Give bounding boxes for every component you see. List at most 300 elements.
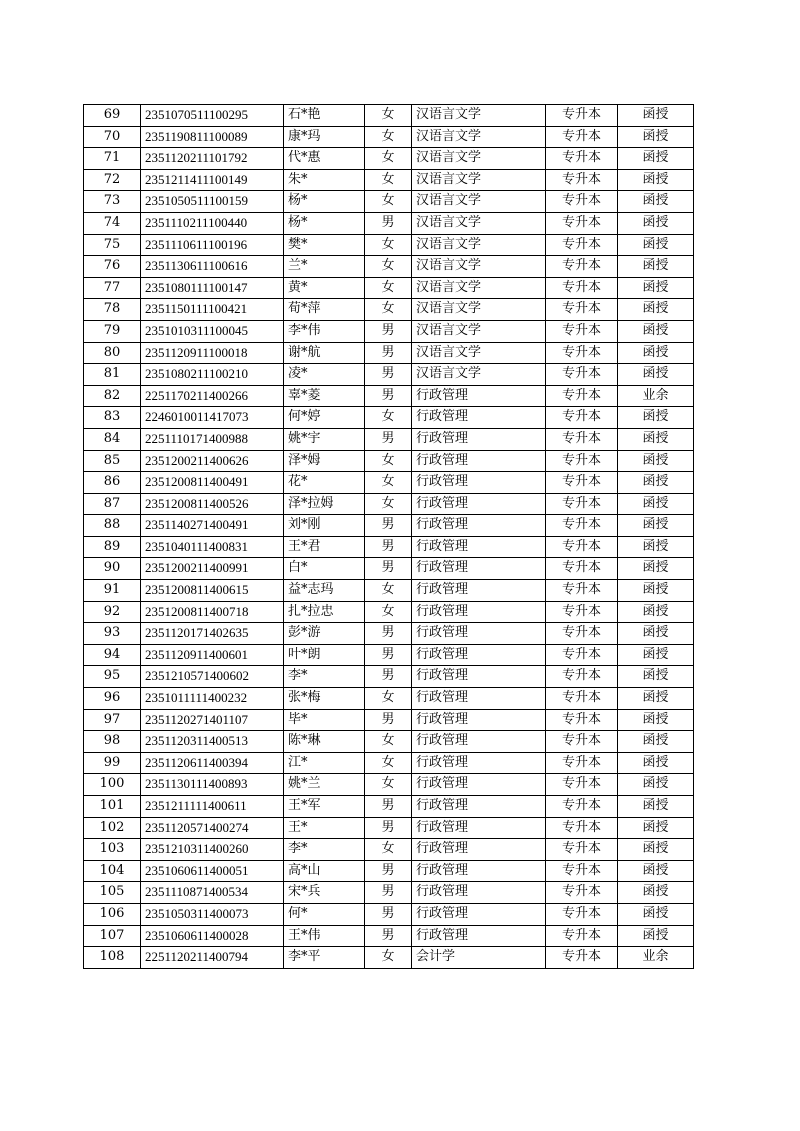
student-id-cell: 2351080211100210 [141, 364, 284, 386]
student-gender-cell: 女 [365, 472, 412, 494]
row-number-cell: 70 [84, 126, 141, 148]
student-major-cell: 汉语言文学 [412, 342, 546, 364]
study-level-cell: 专升本 [546, 515, 618, 537]
student-roster-table [83, 104, 694, 969]
student-id-cell: 2351120171402635 [141, 623, 284, 645]
row-number-cell: 75 [84, 234, 141, 256]
study-mode-cell: 函授 [618, 860, 694, 882]
table-row [84, 191, 694, 213]
student-major-cell: 行政管理 [412, 903, 546, 925]
student-major-cell: 汉语言文学 [412, 126, 546, 148]
student-id-cell: 2351130611100616 [141, 256, 284, 278]
table-row [84, 644, 694, 666]
row-number-cell: 81 [84, 364, 141, 386]
table-row [84, 536, 694, 558]
table-row [84, 169, 694, 191]
student-id-cell: 2251110171400988 [141, 428, 284, 450]
study-mode-cell: 函授 [618, 688, 694, 710]
student-major-cell: 行政管理 [412, 472, 546, 494]
table-row [84, 774, 694, 796]
row-number-cell: 74 [84, 212, 141, 234]
student-major-cell: 汉语言文学 [412, 191, 546, 213]
study-level-cell: 专升本 [546, 407, 618, 429]
student-name-cell: 石*艳 [284, 105, 365, 127]
row-number-cell: 92 [84, 601, 141, 623]
student-id-cell: 2351110211100440 [141, 212, 284, 234]
student-id-cell: 2351080111100147 [141, 277, 284, 299]
study-mode-cell: 函授 [618, 644, 694, 666]
student-major-cell: 行政管理 [412, 774, 546, 796]
row-number-cell: 80 [84, 342, 141, 364]
student-major-cell: 行政管理 [412, 580, 546, 602]
study-level-cell: 专升本 [546, 731, 618, 753]
student-gender-cell: 男 [365, 925, 412, 947]
student-name-cell: 杨* [284, 212, 365, 234]
study-mode-cell: 函授 [618, 536, 694, 558]
table-row [84, 558, 694, 580]
study-level-cell: 专升本 [546, 774, 618, 796]
table-row [84, 925, 694, 947]
row-number-cell: 76 [84, 256, 141, 278]
row-number-cell: 89 [84, 536, 141, 558]
table-row [84, 320, 694, 342]
student-id-cell: 2351200811400526 [141, 493, 284, 515]
student-major-cell: 会计学 [412, 947, 546, 969]
row-number-cell: 106 [84, 903, 141, 925]
row-number-cell: 95 [84, 666, 141, 688]
study-mode-cell: 函授 [618, 709, 694, 731]
student-id-cell: 2251120211400794 [141, 947, 284, 969]
study-level-cell: 专升本 [546, 796, 618, 818]
table-row [84, 277, 694, 299]
student-id-cell: 2351050311400073 [141, 903, 284, 925]
study-mode-cell: 函授 [618, 493, 694, 515]
student-major-cell: 行政管理 [412, 601, 546, 623]
student-major-cell: 行政管理 [412, 644, 546, 666]
study-mode-cell: 函授 [618, 666, 694, 688]
row-number-cell: 102 [84, 817, 141, 839]
student-id-cell: 2351190811100089 [141, 126, 284, 148]
roster-body [84, 105, 694, 969]
study-level-cell: 专升本 [546, 623, 618, 645]
table-row [84, 493, 694, 515]
study-mode-cell: 函授 [618, 277, 694, 299]
student-name-cell: 白* [284, 558, 365, 580]
student-major-cell: 行政管理 [412, 493, 546, 515]
row-number-cell: 93 [84, 623, 141, 645]
table-row [84, 299, 694, 321]
student-major-cell: 行政管理 [412, 860, 546, 882]
row-number-cell: 78 [84, 299, 141, 321]
student-major-cell: 行政管理 [412, 752, 546, 774]
student-name-cell: 黄* [284, 277, 365, 299]
row-number-cell: 85 [84, 450, 141, 472]
table-row [84, 105, 694, 127]
student-gender-cell: 女 [365, 947, 412, 969]
row-number-cell: 86 [84, 472, 141, 494]
student-gender-cell: 男 [365, 212, 412, 234]
row-number-cell: 100 [84, 774, 141, 796]
row-number-cell: 69 [84, 105, 141, 127]
study-level-cell: 专升本 [546, 493, 618, 515]
student-name-cell: 辜*菱 [284, 385, 365, 407]
student-id-cell: 2251170211400266 [141, 385, 284, 407]
student-name-cell: 王* [284, 817, 365, 839]
table-row [84, 860, 694, 882]
table-row [84, 688, 694, 710]
row-number-cell: 77 [84, 277, 141, 299]
student-gender-cell: 男 [365, 860, 412, 882]
student-gender-cell: 女 [365, 169, 412, 191]
student-id-cell: 2351150111100421 [141, 299, 284, 321]
row-number-cell: 90 [84, 558, 141, 580]
student-id-cell: 2351140271400491 [141, 515, 284, 537]
row-number-cell: 99 [84, 752, 141, 774]
student-id-cell: 2351040111400831 [141, 536, 284, 558]
student-id-cell: 2351120611400394 [141, 752, 284, 774]
row-number-cell: 94 [84, 644, 141, 666]
student-gender-cell: 女 [365, 450, 412, 472]
table-row [84, 839, 694, 861]
student-id-cell: 2351211111400611 [141, 796, 284, 818]
study-level-cell: 专升本 [546, 817, 618, 839]
table-row [84, 580, 694, 602]
study-level-cell: 专升本 [546, 947, 618, 969]
study-level-cell: 专升本 [546, 601, 618, 623]
study-mode-cell: 函授 [618, 882, 694, 904]
table-row [84, 428, 694, 450]
study-mode-cell: 函授 [618, 450, 694, 472]
student-major-cell: 汉语言文学 [412, 364, 546, 386]
student-id-cell: 2351120311400513 [141, 731, 284, 753]
row-number-cell: 88 [84, 515, 141, 537]
row-number-cell: 73 [84, 191, 141, 213]
study-level-cell: 专升本 [546, 299, 618, 321]
study-mode-cell: 函授 [618, 407, 694, 429]
study-level-cell: 专升本 [546, 234, 618, 256]
study-level-cell: 专升本 [546, 212, 618, 234]
student-id-cell: 2351110871400534 [141, 882, 284, 904]
table-row [84, 234, 694, 256]
student-gender-cell: 女 [365, 234, 412, 256]
study-mode-cell: 函授 [618, 558, 694, 580]
study-mode-cell: 函授 [618, 515, 694, 537]
student-major-cell: 汉语言文学 [412, 148, 546, 170]
student-major-cell: 行政管理 [412, 709, 546, 731]
table-row [84, 148, 694, 170]
study-level-cell: 专升本 [546, 277, 618, 299]
student-major-cell: 行政管理 [412, 925, 546, 947]
row-number-cell: 87 [84, 493, 141, 515]
student-gender-cell: 女 [365, 839, 412, 861]
student-gender-cell: 女 [365, 580, 412, 602]
student-name-cell: 扎*拉忠 [284, 601, 365, 623]
study-mode-cell: 函授 [618, 126, 694, 148]
study-mode-cell: 函授 [618, 731, 694, 753]
row-number-cell: 108 [84, 947, 141, 969]
student-gender-cell: 男 [365, 558, 412, 580]
student-id-cell: 2351120271401107 [141, 709, 284, 731]
student-major-cell: 汉语言文学 [412, 212, 546, 234]
table-row [84, 731, 694, 753]
student-name-cell: 益*志玛 [284, 580, 365, 602]
study-level-cell: 专升本 [546, 688, 618, 710]
table-row [84, 342, 694, 364]
student-major-cell: 汉语言文学 [412, 234, 546, 256]
table-row [84, 364, 694, 386]
student-name-cell: 陈*琳 [284, 731, 365, 753]
student-id-cell: 2351210571400602 [141, 666, 284, 688]
student-id-cell: 2351110611100196 [141, 234, 284, 256]
student-major-cell: 汉语言文学 [412, 277, 546, 299]
student-gender-cell: 女 [365, 688, 412, 710]
student-id-cell: 2351060611400028 [141, 925, 284, 947]
student-name-cell: 彭*游 [284, 623, 365, 645]
student-id-cell: 2351120911400601 [141, 644, 284, 666]
student-id-cell: 2351050511100159 [141, 191, 284, 213]
student-major-cell: 行政管理 [412, 515, 546, 537]
study-level-cell: 专升本 [546, 558, 618, 580]
student-name-cell: 李*平 [284, 947, 365, 969]
student-gender-cell: 女 [365, 493, 412, 515]
student-gender-cell: 女 [365, 256, 412, 278]
row-number-cell: 79 [84, 320, 141, 342]
row-number-cell: 71 [84, 148, 141, 170]
student-name-cell: 王*军 [284, 796, 365, 818]
table-row [84, 385, 694, 407]
student-major-cell: 行政管理 [412, 688, 546, 710]
student-gender-cell: 男 [365, 428, 412, 450]
student-name-cell: 杨* [284, 191, 365, 213]
student-name-cell: 代*惠 [284, 148, 365, 170]
student-name-cell: 李* [284, 839, 365, 861]
student-gender-cell: 女 [365, 774, 412, 796]
table-row [84, 666, 694, 688]
student-major-cell: 行政管理 [412, 407, 546, 429]
student-name-cell: 刘*刚 [284, 515, 365, 537]
student-id-cell: 2351130111400893 [141, 774, 284, 796]
student-id-cell: 2351060611400051 [141, 860, 284, 882]
study-mode-cell: 函授 [618, 148, 694, 170]
study-level-cell: 专升本 [546, 860, 618, 882]
study-mode-cell: 函授 [618, 817, 694, 839]
study-mode-cell: 函授 [618, 580, 694, 602]
student-name-cell: 凌* [284, 364, 365, 386]
row-number-cell: 98 [84, 731, 141, 753]
study-mode-cell: 函授 [618, 428, 694, 450]
student-name-cell: 何*婷 [284, 407, 365, 429]
student-id-cell: 2351200211400626 [141, 450, 284, 472]
student-major-cell: 行政管理 [412, 450, 546, 472]
student-name-cell: 宋*兵 [284, 882, 365, 904]
study-level-cell: 专升本 [546, 428, 618, 450]
student-id-cell: 2246010011417073 [141, 407, 284, 429]
student-gender-cell: 女 [365, 105, 412, 127]
table-row [84, 472, 694, 494]
study-mode-cell: 函授 [618, 212, 694, 234]
student-gender-cell: 女 [365, 191, 412, 213]
student-gender-cell: 女 [365, 601, 412, 623]
student-major-cell: 行政管理 [412, 796, 546, 818]
student-name-cell: 张*梅 [284, 688, 365, 710]
student-gender-cell: 男 [365, 515, 412, 537]
table-row [84, 947, 694, 969]
study-mode-cell: 函授 [618, 472, 694, 494]
student-gender-cell: 男 [365, 882, 412, 904]
table-row [84, 709, 694, 731]
study-mode-cell: 业余 [618, 385, 694, 407]
study-level-cell: 专升本 [546, 169, 618, 191]
study-level-cell: 专升本 [546, 191, 618, 213]
study-mode-cell: 函授 [618, 903, 694, 925]
student-gender-cell: 男 [365, 709, 412, 731]
study-mode-cell: 函授 [618, 796, 694, 818]
study-mode-cell: 函授 [618, 774, 694, 796]
study-mode-cell: 函授 [618, 234, 694, 256]
table-row [84, 796, 694, 818]
student-gender-cell: 男 [365, 320, 412, 342]
student-name-cell: 王*君 [284, 536, 365, 558]
student-major-cell: 行政管理 [412, 623, 546, 645]
student-name-cell: 江* [284, 752, 365, 774]
study-mode-cell: 函授 [618, 623, 694, 645]
student-gender-cell: 男 [365, 644, 412, 666]
study-level-cell: 专升本 [546, 644, 618, 666]
study-level-cell: 专升本 [546, 666, 618, 688]
table-row [84, 903, 694, 925]
study-level-cell: 专升本 [546, 709, 618, 731]
student-gender-cell: 女 [365, 731, 412, 753]
student-name-cell: 李* [284, 666, 365, 688]
table-row [84, 601, 694, 623]
study-mode-cell: 函授 [618, 169, 694, 191]
study-level-cell: 专升本 [546, 450, 618, 472]
student-major-cell: 行政管理 [412, 882, 546, 904]
study-mode-cell: 函授 [618, 364, 694, 386]
table-row [84, 407, 694, 429]
table-row [84, 817, 694, 839]
student-gender-cell: 女 [365, 148, 412, 170]
student-name-cell: 泽*拉姆 [284, 493, 365, 515]
row-number-cell: 72 [84, 169, 141, 191]
student-major-cell: 汉语言文学 [412, 105, 546, 127]
student-id-cell: 2351200811400718 [141, 601, 284, 623]
row-number-cell: 84 [84, 428, 141, 450]
row-number-cell: 103 [84, 839, 141, 861]
row-number-cell: 97 [84, 709, 141, 731]
table-row [84, 752, 694, 774]
student-gender-cell: 女 [365, 277, 412, 299]
study-level-cell: 专升本 [546, 126, 618, 148]
study-level-cell: 专升本 [546, 536, 618, 558]
study-mode-cell: 函授 [618, 925, 694, 947]
student-name-cell: 花* [284, 472, 365, 494]
study-level-cell: 专升本 [546, 342, 618, 364]
student-major-cell: 汉语言文学 [412, 299, 546, 321]
student-gender-cell: 女 [365, 299, 412, 321]
student-major-cell: 汉语言文学 [412, 320, 546, 342]
student-gender-cell: 女 [365, 752, 412, 774]
row-number-cell: 107 [84, 925, 141, 947]
student-name-cell: 姚*宇 [284, 428, 365, 450]
student-name-cell: 李*伟 [284, 320, 365, 342]
table-row [84, 212, 694, 234]
study-mode-cell: 函授 [618, 256, 694, 278]
student-id-cell: 2351120911100018 [141, 342, 284, 364]
student-gender-cell: 男 [365, 666, 412, 688]
student-name-cell: 毕* [284, 709, 365, 731]
student-major-cell: 行政管理 [412, 536, 546, 558]
student-name-cell: 朱* [284, 169, 365, 191]
student-major-cell: 汉语言文学 [412, 256, 546, 278]
student-id-cell: 2351070511100295 [141, 105, 284, 127]
study-mode-cell: 函授 [618, 320, 694, 342]
student-major-cell: 行政管理 [412, 817, 546, 839]
study-level-cell: 专升本 [546, 364, 618, 386]
study-level-cell: 专升本 [546, 580, 618, 602]
student-id-cell: 2351200211400991 [141, 558, 284, 580]
study-mode-cell: 函授 [618, 342, 694, 364]
row-number-cell: 101 [84, 796, 141, 818]
row-number-cell: 96 [84, 688, 141, 710]
study-mode-cell: 函授 [618, 839, 694, 861]
student-gender-cell: 男 [365, 385, 412, 407]
student-gender-cell: 女 [365, 126, 412, 148]
student-major-cell: 行政管理 [412, 428, 546, 450]
student-name-cell: 高*山 [284, 860, 365, 882]
student-id-cell: 2351200811400491 [141, 472, 284, 494]
table-row [84, 882, 694, 904]
student-name-cell: 兰* [284, 256, 365, 278]
study-mode-cell: 函授 [618, 191, 694, 213]
study-level-cell: 专升本 [546, 925, 618, 947]
study-level-cell: 专升本 [546, 472, 618, 494]
study-level-cell: 专升本 [546, 903, 618, 925]
study-level-cell: 专升本 [546, 882, 618, 904]
student-name-cell: 泽*姆 [284, 450, 365, 472]
study-level-cell: 专升本 [546, 105, 618, 127]
student-major-cell: 汉语言文学 [412, 169, 546, 191]
table-row [84, 450, 694, 472]
study-level-cell: 专升本 [546, 148, 618, 170]
student-id-cell: 2351200811400615 [141, 580, 284, 602]
study-mode-cell: 函授 [618, 299, 694, 321]
student-gender-cell: 男 [365, 623, 412, 645]
student-major-cell: 行政管理 [412, 731, 546, 753]
student-gender-cell: 男 [365, 536, 412, 558]
row-number-cell: 82 [84, 385, 141, 407]
study-mode-cell: 函授 [618, 105, 694, 127]
student-name-cell: 康*玛 [284, 126, 365, 148]
table-row [84, 623, 694, 645]
student-id-cell: 2351210311400260 [141, 839, 284, 861]
table-row [84, 126, 694, 148]
study-level-cell: 专升本 [546, 385, 618, 407]
student-id-cell: 2351120211101792 [141, 148, 284, 170]
row-number-cell: 91 [84, 580, 141, 602]
student-name-cell: 叶*朗 [284, 644, 365, 666]
study-level-cell: 专升本 [546, 752, 618, 774]
study-mode-cell: 业余 [618, 947, 694, 969]
student-name-cell: 何* [284, 903, 365, 925]
student-gender-cell: 男 [365, 817, 412, 839]
student-gender-cell: 男 [365, 903, 412, 925]
student-id-cell: 2351010311100045 [141, 320, 284, 342]
student-gender-cell: 男 [365, 364, 412, 386]
study-level-cell: 专升本 [546, 320, 618, 342]
row-number-cell: 104 [84, 860, 141, 882]
student-name-cell: 王*伟 [284, 925, 365, 947]
